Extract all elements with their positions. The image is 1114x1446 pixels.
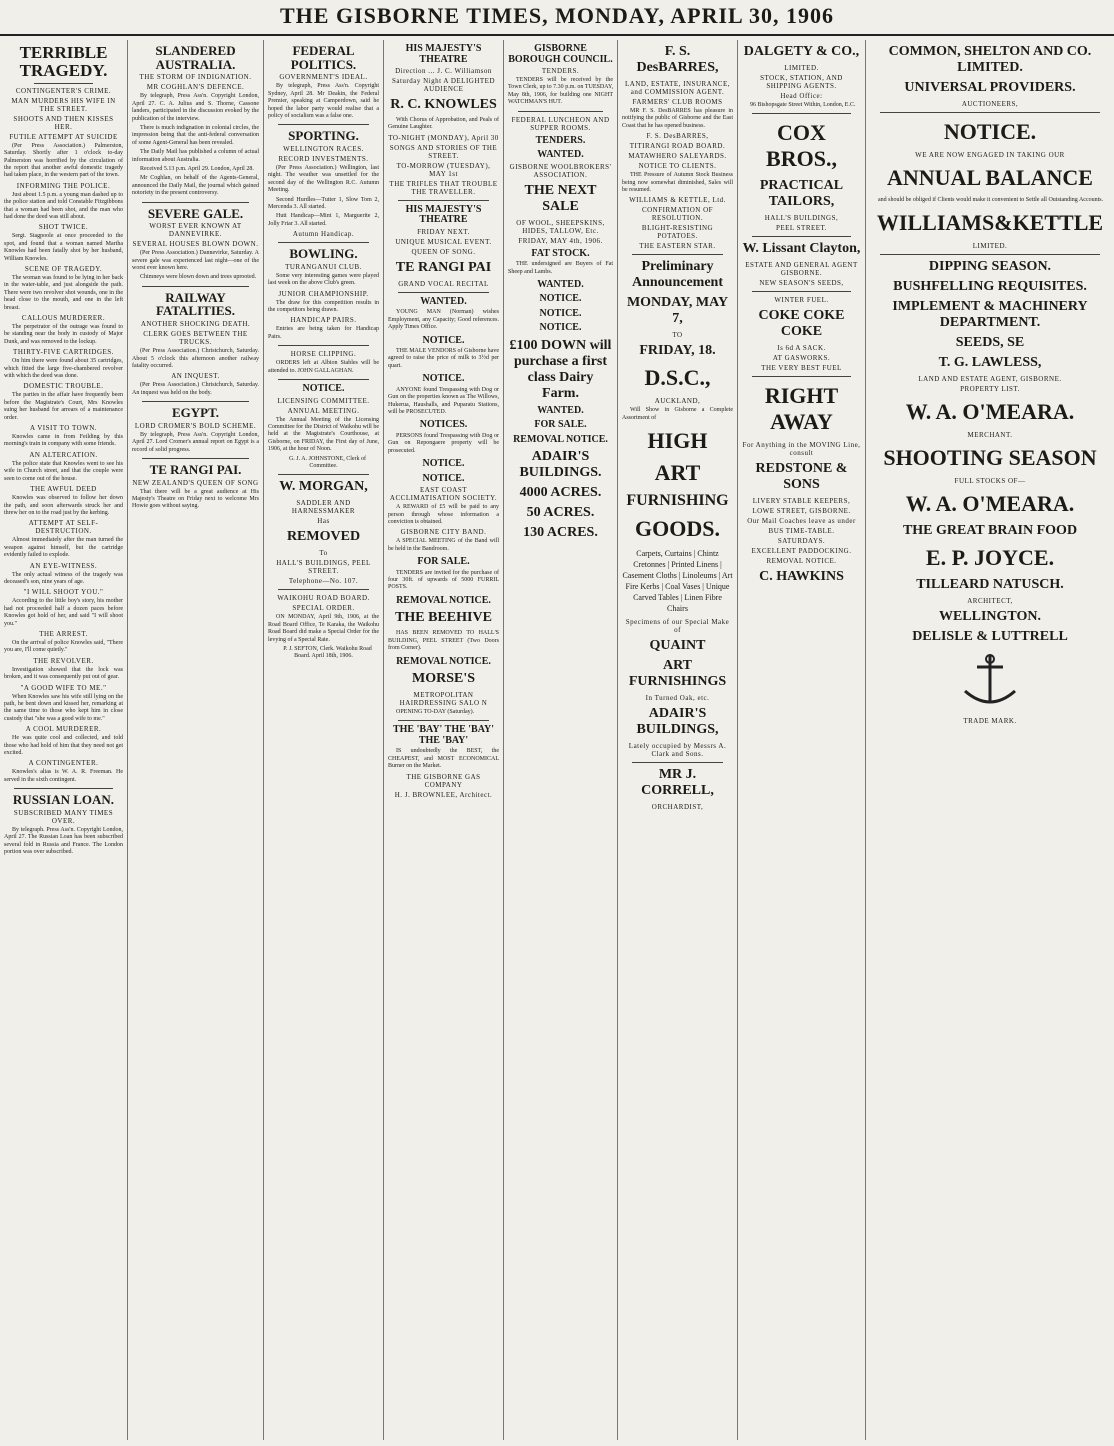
- advert-line: THE TRIFLES THAT TROUBLE THE TRAVELLER.: [389, 179, 498, 196]
- column-4: [384, 40, 504, 1440]
- advert-theatre: HIS MAJESTY'S THEATRE: [405, 43, 482, 65]
- paragraph: On him there were found about 35 cartridges, which fitted the large five-chambered revolver with which the deed was done.: [4, 358, 123, 380]
- advert-line: LAND, ESTATE, INSURANCE, and COMMISSION AGENT.: [625, 80, 730, 96]
- advert-has: Has: [317, 517, 330, 526]
- subhead: THE AWFUL DEED: [30, 485, 97, 494]
- subhead: EXCELLENT PADDOCKING.: [751, 547, 852, 556]
- headline-sporting: SPORTING.: [288, 128, 359, 144]
- advert-line: TITIRANGI ROAD BOARD.: [629, 142, 726, 151]
- advert-correll: MR J. CORRELL,: [641, 767, 714, 799]
- advert-dsc: D.S.C.,: [644, 365, 711, 391]
- subhead: A VISIT TO TOWN.: [29, 424, 98, 433]
- paragraph: Almost immediately after the man turned the weapon against himself, but the cartridge evidently failed to explode.: [4, 537, 123, 559]
- paragraph: (Per Press Association.) Wellington, last night. The weather was unsettled for the second day of the Wellington R.C. Autumn Meeting.: [268, 164, 379, 194]
- subhead: AN EYE-WITNESS.: [29, 561, 98, 570]
- subhead: CONFIRMATION OF RESOLUTION.: [641, 206, 714, 223]
- advert-line: HALL'S BUILDINGS,: [764, 214, 839, 223]
- subhead: GISBORNE CITY BAND.: [400, 528, 487, 537]
- advert-line: STOCK, STATION, AND SHIPPING AGENTS.: [760, 74, 843, 90]
- advert-line: OF WOOL, SHEEPSKINS, HIDES, TALLOW, Etc.: [516, 218, 605, 235]
- paragraph: Chimneys were blown down and trees uprooted.: [140, 274, 257, 281]
- paragraph: By telegraph, Press Ass'n. Copyright London, April 27. C. A. Julius and S. Thorne, Cassone landers, participated in the discussion evoked by the publication of the interview.: [132, 93, 259, 122]
- notice-heading: NOTICE.: [539, 307, 582, 319]
- advert-tilleard-natusch: TILLEARD NATUSCH.: [916, 577, 1064, 593]
- advert-line: Direction ... J. C. Williamson: [395, 67, 492, 75]
- subhead: GOVERNMENT'S IDEAL.: [279, 73, 368, 82]
- advert-hawkins: C. HAWKINS: [759, 569, 844, 585]
- headline-russian-loan: RUSSIAN LOAN.: [12, 792, 115, 808]
- paragraph: Will Show in Gisborne a Complete Assortment of: [622, 407, 733, 421]
- notice-heading: TENDERS.: [535, 134, 586, 146]
- paragraph: and should be obliged if Clients would make it convenient to Settle all Outstanding Accounts.: [878, 197, 1104, 203]
- subhead: CLERK GOES BETWEEN THE TRUCKS.: [143, 330, 248, 347]
- advert-line: In Turned Oak, etc.: [645, 694, 710, 703]
- advert-line: F. S. DesBARRES,: [646, 132, 709, 141]
- subhead: A COOL MURDERER.: [25, 725, 102, 734]
- paragraph: THE MALE VENDORS of Gisborne have agreed to raise the price of milk to 3½d per quart.: [388, 348, 499, 369]
- advert-morgan: W. MORGAN,: [279, 479, 368, 495]
- advert-line: LAND AND ESTATE AGENT, GISBORNE.: [918, 375, 1062, 384]
- advert-star: R. C. KNOWLES: [390, 97, 497, 112]
- paragraph: By telegraph. Press Ass'n. Copyright London, April 27. The Russian Loan has been subscribed several fold in Russia and France. The London portion was over subscribed.: [4, 826, 123, 856]
- paragraph: HAS BEEN REMOVED TO HALL'S BUILDING, PEEL STREET (Two Doors from Corner).: [388, 630, 499, 652]
- subhead: LICENSING COMMITTEE.: [277, 396, 370, 405]
- subhead: BUS TIME-TABLE.: [768, 527, 835, 536]
- advert-joyce: E. P. JOYCE.: [925, 545, 1055, 571]
- subhead: THE REVOLVER.: [33, 656, 94, 665]
- advert-line: ORCHARDIST,: [651, 803, 704, 812]
- advert-line: TO-NIGHT (MONDAY), April 30: [388, 133, 499, 142]
- notice-heading: FAT STOCK.: [531, 247, 590, 259]
- column-8: [866, 40, 1114, 1440]
- advert-line: LIMITED.: [784, 64, 819, 72]
- advert-morses: MORSE'S: [411, 671, 475, 687]
- newspaper-title: THE GISBORNE TIMES, MONDAY, APRIL 30, 1906: [279, 3, 835, 28]
- subhead: INFORMING THE POLICE.: [16, 181, 111, 190]
- advert-removed: REMOVED: [286, 529, 361, 545]
- subhead: NOTICE TO CLIENTS.: [638, 162, 717, 171]
- paragraph: MR F. S. DesBARRES has pleasure in notifying the public of Gisborne and the East Coast that he has opened business.: [622, 108, 733, 129]
- headline-federal-politics: FEDERAL POLITICS.: [290, 43, 357, 72]
- notice-heading: WANTED.: [537, 404, 584, 416]
- subhead: LORD CROMER'S BOLD SCHEME.: [134, 421, 257, 430]
- advert-line: TO: [672, 331, 683, 340]
- advert-line: WINTER FUEL.: [774, 296, 829, 305]
- subhead: BLIGHT-RESISTING POTATOES.: [641, 224, 714, 241]
- advert-farm: £100 DOWN will purchase a first class Dairy Farm.: [509, 337, 612, 401]
- subhead: RECORD INVESTMENTS.: [278, 154, 369, 163]
- advert-list: Carpets, Curtains | Chintz Cretonnes | Printed Linens | Casement Cloths | Linoleums | Art Fire Kerbs | Coal Vases | Unique Carved Tables | Linen Fibre Chairs: [622, 549, 733, 614]
- paragraph: (Per Press Association.) Palmerston, Saturday. Shortly after 1 o'clock to-day Palmerston was horrified by the circulation of the report that another awful domestic tragedy had taken place, in the western part of the town.: [4, 142, 123, 179]
- paragraph: The draw for this competition results in the competitors being drawn.: [268, 299, 379, 314]
- paragraph: By telegraph, Press Ass'n. Copyright London, April 27. Lord Cromer's annual report on Egypt is a record of solid progress.: [132, 431, 259, 453]
- subhead: BUSHFELLING REQUISITES.: [893, 279, 1087, 295]
- advert-borough-council: GISBORNE BOROUGH COUNCIL.: [508, 43, 613, 65]
- advert-coke: COKE COKE COKE: [758, 308, 845, 340]
- advert-line: WE ARE NOW ENGAGED IN TAKING OUR: [915, 151, 1065, 159]
- subhead: NEW ZEALAND'S QUEEN OF SONG: [132, 478, 259, 487]
- advert-acres: 130 ACRES.: [523, 525, 598, 541]
- subhead: THE ARREST.: [39, 629, 88, 638]
- subhead: JUNIOR CHAMPIONSHIP.: [278, 289, 369, 298]
- advert-line: AUCTIONEERS,: [961, 100, 1019, 108]
- paragraph: That there will be a great audience at His Majesty's Theatre on Friday next to welcome Mrs Howie goes without saying.: [132, 488, 259, 510]
- subhead: AN INQUEST.: [171, 372, 220, 381]
- advert-line: THE VERY BEST FUEL: [761, 364, 842, 373]
- subhead: DOMESTIC TROUBLE.: [23, 382, 104, 391]
- subhead: SCENE OF TRAGEDY.: [24, 264, 103, 273]
- advert-line: ESTATE AND GENERAL AGENT GISBORNE.: [745, 261, 858, 278]
- notice-heading: FOR SALE.: [534, 419, 587, 431]
- advert-art: ART: [654, 460, 701, 486]
- paragraph: ANYONE found Trespassing with Dog or Gun on the properties known as The Willows, Hukerua, Haushalls, and Puparatu Stations, will be PROSECUTED.: [388, 386, 499, 415]
- subhead: FUTILE ATTEMPT AT SUICIDE: [9, 132, 118, 141]
- advert-shooting-season: SHOOTING SEASON: [883, 445, 1097, 471]
- advert-high: HIGH: [647, 428, 708, 454]
- paragraph: On the arrival of police Knowles said, "There you are, I'll come quietly.": [4, 639, 123, 654]
- advert-acres: 4000 ACRES.: [519, 485, 602, 501]
- notice-heading: NOTICE.: [422, 373, 465, 385]
- paragraph: A SPECIAL MEETING of the Band will be held in the Bandroom.: [388, 538, 499, 552]
- advert-line: PRACTICAL TAILORS,: [759, 178, 844, 210]
- subhead: MR COGHLAN'S DEFENCE.: [146, 83, 245, 92]
- advert-furnishing: FURNISHING: [626, 492, 729, 510]
- advert-line: LIVERY STABLE KEEPERS,: [752, 497, 851, 506]
- advert-line: GRAND VOCAL RECITAL: [398, 279, 489, 288]
- subhead: "A GOOD WIFE TO ME.": [20, 683, 107, 692]
- headline-bowling: BOWLING.: [289, 246, 358, 262]
- paragraph: Hutt Handicap—Mint 1, Marguerite 2, Jolly Friar 3. All started.: [268, 213, 379, 227]
- advert-line: AUCKLAND,: [654, 397, 701, 406]
- paragraph: There is much indignation in colonial circles, the impression being that the anti-federal conversation of some Agent-General has been revealed.: [132, 124, 259, 146]
- paragraph: A REWARD of £5 will be paid to any person through whose information a conviction is obtained.: [388, 504, 499, 525]
- column-7: [738, 40, 866, 1440]
- signature: P. J. SEFTON, Clerk. Waikohu Road Board. April 18th, 1906.: [283, 646, 372, 660]
- subhead: THE GREAT BRAIN FOOD: [902, 523, 1078, 539]
- paragraph: The woman was found to be lying in her back in the water-table, and just alongside the path. There were two revolver shot wounds, one in the head close to the mouth, and one in the left breast.: [4, 274, 123, 311]
- paragraph: Just about 1.5 p.m. a young man dashed up to the police station and told Constable Fitzgibbons that a woman had been shot, and the man who had done the deed was still about.: [4, 191, 123, 220]
- advert-beehive: THE BEEHIVE: [395, 610, 492, 626]
- advert-to: To: [319, 549, 328, 558]
- subhead: SPECIAL ORDER.: [292, 604, 355, 613]
- paragraph: The parties in the affair have frequently been before the Magistrate's Court, Mrs Knowles suing her husband for arrears of a maintenance order.: [4, 392, 123, 421]
- subhead: "I WILL SHOOT YOU.": [23, 588, 104, 597]
- advert-bay: THE 'BAY' THE 'BAY' THE 'BAY': [392, 724, 495, 746]
- paragraph: IS undoubtedly the BEST, the CHEAPEST, and MOST ECONOMICAL Burner on the Market.: [388, 748, 499, 770]
- subhead: TENDERS.: [541, 67, 580, 75]
- paragraph: YOUNG MAN (Norman) wishes Employment, any Capacity; Good references. Apply Times Office.: [388, 309, 499, 331]
- subhead: DIPPING SEASON.: [928, 259, 1052, 275]
- subhead: WELLINGTON.: [938, 609, 1042, 625]
- paragraph: TENDERS will be received by the Town Clerk, up to 7.30 p.m. on TUESDAY, May 8th, 1906, for building one NIGHT WATCHMAN'S HUT.: [508, 77, 613, 106]
- paragraph: THE Pressure of Autumn Stock Business being now somewhat diminished, Sales will be resumed.: [622, 172, 733, 194]
- paragraph: The perpetrator of the outrage was found to be standing near the body in custody of Major Dunk, and was removed to the lockup.: [4, 324, 123, 345]
- subhead: ANNUAL MEETING.: [287, 406, 360, 415]
- advert-williams-kettle: WILLIAMS&KETTLE: [876, 210, 1104, 236]
- paragraph: When Knowles saw his wife still lying on the path, he bent down and kissed her, remarking at the same time to those who kept him in close custody that "she was a good wife to me.": [4, 693, 123, 722]
- paragraph: Knowles's alias is W. A. R. Freeman. He served in the sixth contingent.: [4, 769, 123, 783]
- notice-heading: NOTICES.: [419, 419, 468, 431]
- subhead: THE EASTERN STAR.: [639, 242, 716, 251]
- paragraph: Sergt. Stagpoole at once proceeded to the spot, and found that a woman named Martha Knowles had been fatally shot by her husband, William Knowles.: [4, 233, 123, 262]
- advert-line: UNIQUE MUSICAL EVENT.: [395, 237, 492, 246]
- subhead: IMPLEMENT & MACHINERY DEPARTMENT.: [892, 299, 1088, 331]
- subhead: SEVERAL HOUSES BLOWN DOWN.: [132, 240, 259, 249]
- subhead: MAN MURDERS HIS WIFE IN THE STREET.: [11, 96, 116, 113]
- paragraph: (Per Press Association.) Dannevirke, Saturday. A severe gale was experienced last night—one of the worst ever known here.: [132, 250, 259, 272]
- subhead: SATURDAYS.: [777, 537, 826, 546]
- notice-heading: WANTED.: [420, 295, 467, 307]
- advert-line: TRADE MARK.: [963, 717, 1017, 726]
- advert-sale: THE NEXT SALE: [524, 182, 597, 214]
- advert-line: ADAIR'S BUILDINGS.: [519, 449, 602, 481]
- advert-line: SONGS AND STORIES OF THE STREET.: [389, 143, 498, 160]
- notice-heading: NOTICE.: [539, 322, 582, 334]
- subhead: A CONTINGENTER.: [28, 759, 99, 768]
- subhead: THE STORM OF INDIGNATION.: [139, 73, 252, 82]
- advert-line: Our Mail Coaches leave as under: [747, 517, 856, 526]
- subhead: THIRTY-FIVE CARTRIDGES.: [13, 348, 114, 357]
- advert-lawless: T. G. LAWLESS,: [938, 355, 1042, 371]
- paragraph: OPENING TO-DAY (Saturday).: [396, 709, 475, 716]
- advert-line: Specimens of our Special Make of: [625, 618, 730, 635]
- paragraph: Received 5.13 p.m. April 29. London, April 28.: [140, 165, 254, 172]
- paragraph: Knowles was observed to follow her down the path, and soon afterwards struck her and threw her on to the road just by the kerbing.: [4, 495, 123, 516]
- advert-redstone: REDSTONE & SONS: [755, 461, 848, 493]
- subhead: WELLINGTON RACES.: [283, 144, 364, 153]
- paragraph: PERSONS found Trespassing with Dog or Gun on Repongaere property will be prosecuted.: [388, 432, 499, 454]
- advert-line: Is 6d A SACK.: [777, 344, 826, 353]
- paragraph: Investigation showed that the lock was broken, and it was consequently put out of gear.: [4, 666, 123, 681]
- subhead: TURANGANUI CLUB.: [285, 262, 362, 271]
- advert-line: FEDERAL LUNCHEON AND SUPPER ROOMS.: [511, 115, 610, 132]
- advert-omeara-2: W. A. O'MEARA.: [905, 491, 1075, 517]
- advert-where: HALL'S BUILDINGS, PEEL STREET.: [276, 559, 371, 576]
- paragraph: With Chorus of Approbation, and Peals of Genuine Laughter.: [388, 117, 499, 131]
- advert-omeara: W. A. O'MEARA.: [905, 399, 1075, 425]
- advert-date: FRIDAY, 18.: [639, 343, 716, 359]
- paragraph: Entries are being taken for Handicap Pairs.: [268, 326, 379, 340]
- paragraph: Some very interesting games were played last week on the above Club's green.: [268, 272, 379, 287]
- paragraph: By telegraph, Press Ass'n. Copyright Sydney, April 28. Mr Deakin, the Federal Premier, speaking at Camperdown, said he hoped the labor party would realise that a policy of socialism was a false one.: [268, 83, 379, 119]
- advert-common-shelton: COMMON, SHELTON AND CO. LIMITED.: [888, 44, 1092, 75]
- paragraph: TENDERS are invited for the purchase of four 30ft. of upwards of 5000 FURRIL POSTS.: [388, 569, 499, 591]
- advert-line: PEEL STREET.: [775, 224, 828, 233]
- advert-line: FRIDAY, MAY 4th, 1906.: [518, 236, 603, 245]
- column-2: [128, 40, 264, 1440]
- paragraph: The Daily Mail has published a column of actual information about Australia.: [132, 149, 259, 163]
- advert-goods: GOODS.: [635, 516, 720, 542]
- subhead: PROPERTY LIST.: [960, 385, 1020, 394]
- notice-heading: WANTED.: [537, 149, 584, 161]
- notice-heading: NOTICE.: [302, 383, 345, 395]
- headline-railway-fatalities: RAILWAY FATALITIES.: [155, 289, 236, 319]
- advert-line: LOWE STREET, GISBORNE.: [752, 507, 851, 516]
- advert-trade: SADDLER AND HARNESSMAKER: [291, 499, 356, 516]
- advert-art-furnishings: ART FURNISHINGS: [628, 658, 727, 690]
- advert-line: LIMITED.: [972, 242, 1008, 251]
- signature: WILLIAMS & KETTLE, Ltd.: [629, 196, 726, 205]
- advert-line: NEW SEASON'S SEEDS,: [759, 279, 844, 288]
- subhead: MATAWHERO SALEYARDS.: [628, 152, 727, 161]
- subhead: SHOT TWICE.: [38, 223, 89, 232]
- advert-dalgety: DALGETY & CO.,: [743, 44, 860, 59]
- column-5: [504, 40, 618, 1440]
- advert-adair: ADAIR'S BUILDINGS,: [636, 706, 719, 738]
- subhead: ATTEMPT AT SELF-DESTRUCTION.: [28, 519, 99, 536]
- subhead: SHOOTS AND THEN KISSES HER.: [13, 114, 114, 131]
- paragraph: The only actual witness of the tragedy was deceased's son, nine years of age.: [4, 571, 123, 585]
- subhead: ANOTHER SHOCKING DEATH.: [140, 320, 251, 329]
- subhead: Autumn Handicap.: [292, 230, 355, 239]
- advert-line: GISBORNE WOOLBROKERS' ASSOCIATION.: [509, 162, 612, 179]
- advert-line: FRIDAY NEXT.: [417, 227, 470, 236]
- advert-delisle-luttrell: DELISLE & LUTTRELL: [912, 629, 1068, 645]
- paragraph: The Annual Meeting of the Licensing Committee for the District of Waikohu will be held at the Magistrate's Courthouse, at Gisborne, on FRIDAY, the First day of June, 1906, at the hour of Noon.: [268, 416, 379, 453]
- subhead: CONTINGENTER'S CRIME.: [15, 86, 112, 95]
- advert-cox: COX BROS.,: [766, 120, 837, 172]
- column-3: [264, 40, 384, 1440]
- paragraph: 96 Bishopsgate Street Within, London, E.C.: [750, 102, 856, 108]
- advert-line: AT GASWORKS.: [772, 354, 831, 363]
- column-1: [0, 40, 128, 1440]
- paragraph: He was quite cool and collected, and told those who had hold of him that they need not get excited.: [4, 735, 123, 757]
- subhead: SEEDS, SE: [955, 335, 1025, 351]
- advert-line: THE GISBORNE GAS COMPANY: [406, 772, 481, 789]
- notice-heading: NOTICE.: [422, 334, 465, 346]
- paragraph: Second Hurdles—Tutter 1, Slow Tom 2, Mercenda 3. All started.: [268, 196, 379, 210]
- paragraph: (Per Press Association.) Christchurch, Saturday. An inquest was held on the body.: [132, 382, 259, 396]
- headline-egypt: EGYPT.: [171, 405, 220, 421]
- advert-line: FARMERS' CLUB ROOMS: [632, 98, 723, 106]
- notice-heading: FOR SALE.: [417, 556, 470, 568]
- subhead: CALLOUS MURDERER.: [21, 314, 106, 322]
- notice-heading: NOTICE.: [422, 458, 465, 470]
- subhead: REMOVAL NOTICE.: [766, 557, 837, 566]
- advert-line: For Anything in the MOVING Line, consult: [742, 441, 861, 458]
- advert-line: METROPOLITAN HAIRDRESSING SALO N: [399, 691, 488, 708]
- headline-te-rangi-pai: TE RANGI PAI.: [149, 462, 242, 477]
- advert-star: TE RANGI PAI: [395, 259, 492, 275]
- paragraph: (Per Press Association.) Christchurch, Saturday. About 5 o'clock this afternoon another railway fatality occurred.: [132, 348, 259, 369]
- subhead: EAST COAST ACCLIMATISATION SOCIETY.: [389, 486, 498, 503]
- headline-terrible-tragedy: TERRIBLE TRAGEDY.: [19, 43, 108, 80]
- headline-slandered-australia: SLANDERED AUSTRALIA.: [155, 43, 236, 72]
- headline-severe-gale: SEVERE GALE.: [147, 205, 244, 221]
- paragraph: Mr Coghlan, on behalf of the Agents-General, announced the Daily Mail, the journal which gained notoriety in the present controversy.: [132, 175, 259, 197]
- signature: H. J. BROWNLEE, Architect.: [394, 790, 493, 799]
- advert-preliminary: Preliminary Announcement: [631, 259, 723, 291]
- notice-heading: REMOVAL NOTICE.: [513, 433, 608, 445]
- notice-heading: REMOVAL NOTICE.: [396, 594, 491, 606]
- advert-line: Lately occupied by Messrs A. Clark and Sons.: [628, 742, 727, 759]
- advert-theatre-2: HIS MAJESTY'S THEATRE: [405, 203, 482, 226]
- paragraph: ON MONDAY, April 9th, 1906, at the Road Board Office, Te Karaka, the Waikohu Road Board did make a Special Order for the levying of a Special Rate.: [268, 614, 379, 643]
- trade-mark-anchor-icon: [945, 651, 1035, 711]
- advert-line: Head Office:: [780, 92, 823, 100]
- advert-line: Saturday Night A DELIGHTED AUDIENCE: [391, 77, 495, 93]
- advert-desbarres: F. S. DesBARRES,: [636, 44, 719, 75]
- advert-notice: NOTICE.: [943, 119, 1037, 144]
- advert-tel: Telephone—No. 107.: [288, 577, 359, 586]
- advert-annual-balance: ANNUAL BALANCE: [887, 165, 1093, 190]
- advert-date: MONDAY, MAY 7,: [626, 295, 729, 327]
- column-6: [618, 40, 738, 1440]
- advert-acres: 50 ACRES.: [526, 505, 595, 521]
- paragraph: The police state that Knowles went to see his wife in Church street, and that the couple were seen to come out of the house.: [4, 460, 123, 482]
- subhead: HORSE CLIPPING.: [290, 350, 357, 359]
- advert-quaint: QUAINT: [649, 638, 706, 654]
- advert-line: QUEEN OF SONG.: [411, 247, 476, 256]
- notice-heading: NOTICE.: [422, 472, 465, 484]
- subhead: FULL STOCKS OF—: [954, 477, 1026, 486]
- paragraph: According to the little boy's story, his mother had not proceeded half a dozen paces before Knowles got hold of her, and said "I will shoot you.": [4, 598, 123, 627]
- advert-clayton: W. Lissant Clayton,: [742, 241, 861, 257]
- notice-heading: REMOVAL NOTICE.: [396, 655, 491, 667]
- paragraph: THE undersigned are Buyers of Fat Sheep and Lambs.: [508, 261, 613, 275]
- paragraph: Knowles came in from Feilding by this morning's train in company with some friends.: [4, 434, 123, 448]
- notice-heading: NOTICE.: [539, 293, 582, 305]
- masthead: [0, 0, 1114, 36]
- subhead: WORST EVER KNOWN AT DANNEVIRKE.: [149, 222, 242, 239]
- advert-line: TO-MORROW (TUESDAY), MAY 1st: [396, 161, 491, 178]
- subhead: SUBSCRIBED MANY TIMES OVER.: [13, 808, 114, 825]
- advert-right-away: RIGHT AWAY: [764, 383, 839, 435]
- subhead: HANDICAP PAIRS.: [290, 316, 357, 325]
- paragraph: ORDERS left at Albion Stables will be attended to. JOHN GALLAGHAN.: [268, 360, 379, 374]
- advert-line: ARCHITECT,: [967, 597, 1013, 606]
- subhead: WAIKOHU ROAD BOARD.: [277, 594, 370, 603]
- advert-universal-providers: UNIVERSAL PROVIDERS.: [904, 80, 1076, 95]
- subhead: AN ALTERCATION.: [29, 450, 98, 459]
- advert-line: MERCHANT.: [967, 431, 1013, 440]
- signature: G. J. A. JOHNSTONE, Clerk of Committee.: [288, 455, 367, 470]
- notice-heading: WANTED.: [537, 278, 584, 290]
